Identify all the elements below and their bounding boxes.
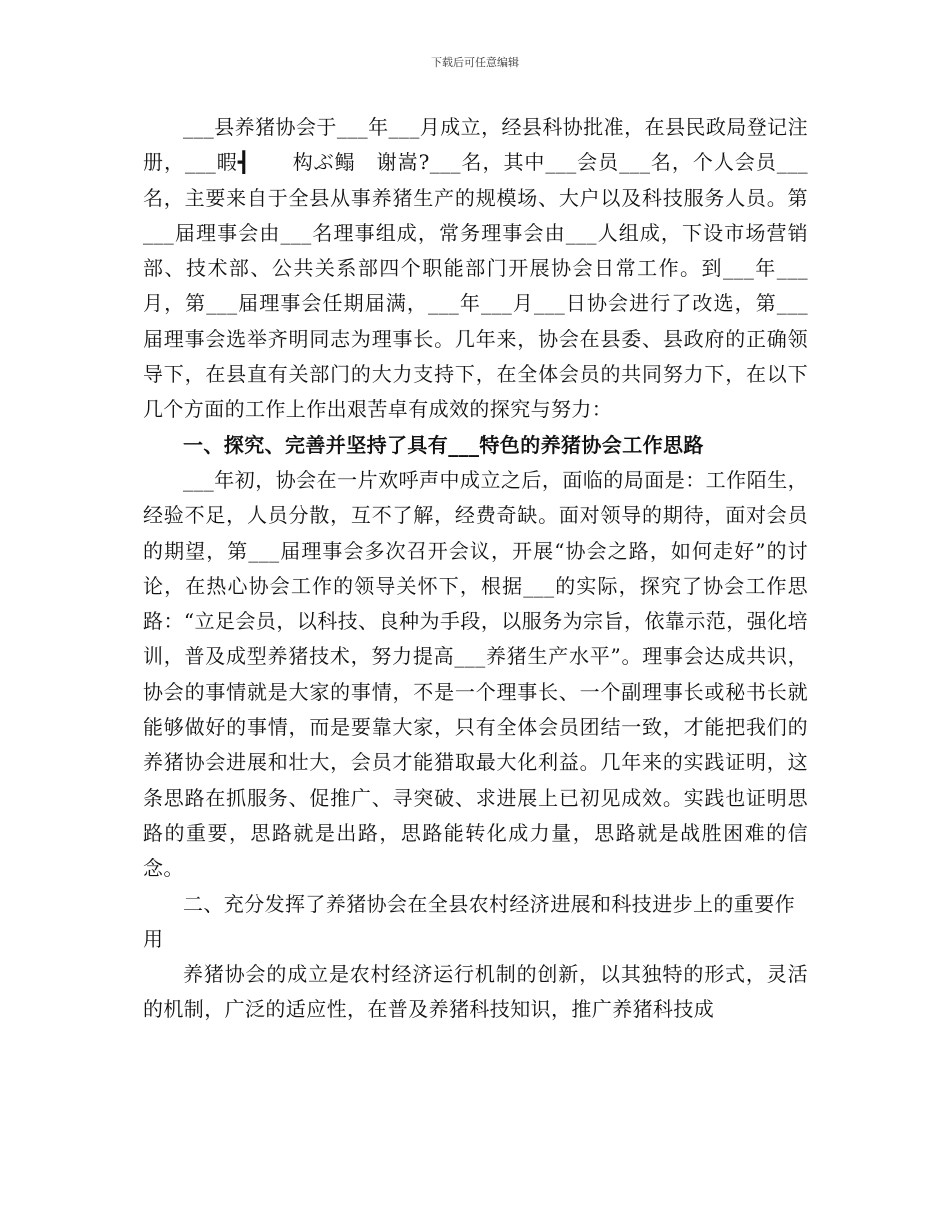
section-heading-1: 一、探究、完善并坚持了具有___特色的养猪协会工作思路	[183, 432, 704, 457]
section-2-paragraph: 养猪协会的成立是农村经济运行机制的创新，以其独特的形式，灵活的机制，广泛的适应性，在普及养猪科技知识，推广养猪科技成	[143, 962, 808, 1022]
intro-paragraph: ___县养猪协会于___年___月成立，经县科协批准，在县民政局登记注册，___暇┫ 构ぶ鳎 谢嵩?___名，其中___会员___名，个人会员___名，主要来自于全县从事养猪生产的规模场、大户以及科技服务人员。第___届理事会由___名理事组成，常务理事会由___人组成，下设市场营销部、技术部、公共关系部四个职能部门开展协会日常工作。到___年___月，第___届理事会任期届满，___年___月___日协会进行了改选，第___届理事会选举齐明同志为理事长。几年来，协会在县委、县政府的正确领导下，在县直有关部门的大力支持下，在全体会员的共同努力下，在以下几个方面的工作上作出艰苦卓有成效的探究与努力：	[143, 115, 808, 422]
section-heading-2: 二、充分发挥了养猪协会在全县农村经济进展和科技进步上的重要作用	[143, 891, 795, 951]
page-header: 下载后可任意编辑	[431, 56, 519, 69]
document-body	[143, 110, 808, 1028]
section-1-paragraph: ___年初，协会在一片欢呼声中成立之后，面临的局面是：工作陌生，经验不足，人员分散，互不了解，经费奇缺。面对领导的期待，面对会员的期望，第___届理事会多次召开会议，开展“协会之路，如何走好”的讨论，在热心协会工作的领导关怀下，根据___的实际，探究了协会工作思路：“立足会员，以科技、良种为手段，以服务为宗旨，依靠示范，强化培训，普及成型养猪技术，努力提高___养猪生产水平”。理事会达成共识，协会的事情就是大家的事情，不是一个理事长、一个副理事长或秘书长就能够做好的事情，而是要靠大家，只有全体会员团结一致，才能把我们的养猪协会进展和壮大，会员才能猎取最大化利益。几年来的实践证明，这条思路在抓服务、促推广、寻突破、求进展上已初见成效。实践也证明思路的重要，思路就是出路，思路能转化成力量，思路就是战胜困难的信念。	[143, 467, 808, 881]
